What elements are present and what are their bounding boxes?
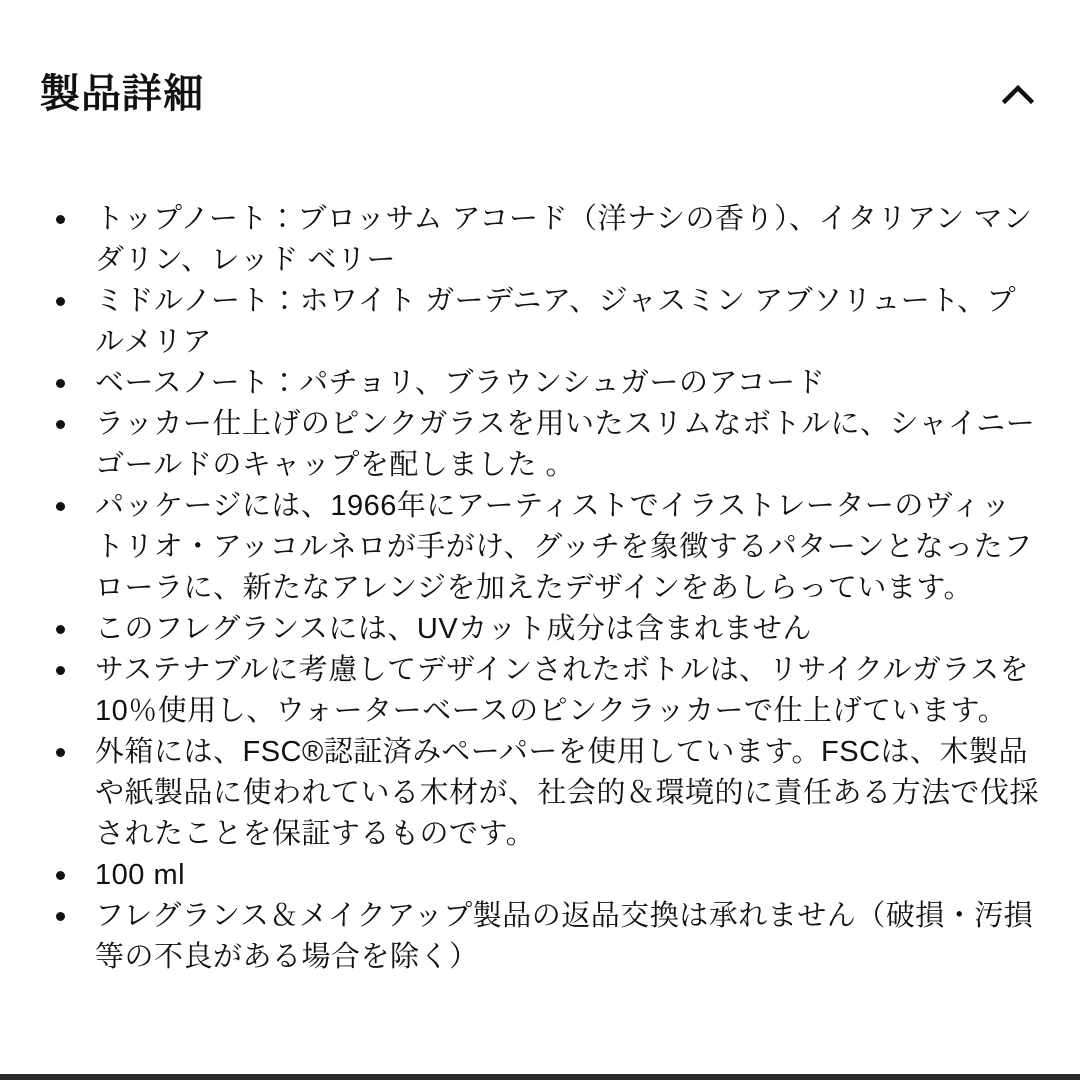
list-item (40, 855, 1040, 896)
bullet-icon (56, 215, 65, 224)
list-item-text: トップノート：ブロッサム アコード（洋ナシの香り）、イタリアン マンダリン、レッド ベリー (95, 203, 1033, 276)
bullet-icon (56, 420, 65, 429)
bullet-icon (56, 666, 65, 675)
list-item-text: ベースノート：パチョリ、ブラウンシュガーのアコード (95, 367, 826, 399)
bullet-icon (56, 912, 65, 921)
list-item-text: サステナブルに考慮してデザインされたボトルは、リサイクルガラスを10％使用し、ウォーターベースのピンクラッカーで仕上げています。 (95, 654, 1030, 727)
product-details-list (0, 199, 1080, 978)
list-item (40, 199, 1040, 281)
list-item-text: フレグランス＆メイクアップ製品の返品交換は承れません（破損・汚損等の不良がある場合を除く） (95, 900, 1034, 973)
bullet-icon (56, 379, 65, 388)
section-header-product-details[interactable] (0, 0, 1080, 118)
bullet-icon (56, 502, 65, 511)
list-item-text: 外箱には、FSC®認証済みペーパーを使用しています。FSCは、木製品や紙製品に使われている木材が、社会的＆環境的に責任ある方法で伐採されたことを保証するものです。 (95, 736, 1040, 850)
list-item-text: ラッカー仕上げのピンクガラスを用いたスリムなボトルに、シャイニーゴールドのキャップを配しました 。 (95, 408, 1036, 481)
next-section-divider (0, 1074, 1080, 1080)
bullet-icon (56, 625, 65, 634)
bullet-icon (56, 297, 65, 306)
list-item (40, 609, 1040, 650)
list-item-text: このフレグランスには、UVカット成分は含まれません (95, 613, 812, 645)
list-item (40, 650, 1040, 732)
list-item (40, 486, 1040, 609)
list-item (40, 363, 1040, 404)
bullet-icon (56, 748, 65, 757)
list-item (40, 732, 1040, 855)
list-item-text: パッケージには、1966年にアーティストでイラストレーターのヴィットリオ・アッコルネロが手がけ、グッチを象徴するパターンとなったフローラに、新たなアレンジを加えたデザインをあしらっています。 (95, 490, 1033, 604)
list-item-text: 100 ml (95, 859, 186, 891)
bullet-icon (56, 871, 65, 880)
list-item (40, 896, 1040, 978)
list-item-text: ミドルノート：ホワイト ガーデニア、ジャスミン アブソリュート、プルメリア (95, 285, 1017, 358)
chevron-up-icon[interactable] (1002, 83, 1034, 105)
list-item (40, 404, 1040, 486)
section-title: 製品詳細 (40, 72, 204, 116)
list-item (40, 281, 1040, 363)
